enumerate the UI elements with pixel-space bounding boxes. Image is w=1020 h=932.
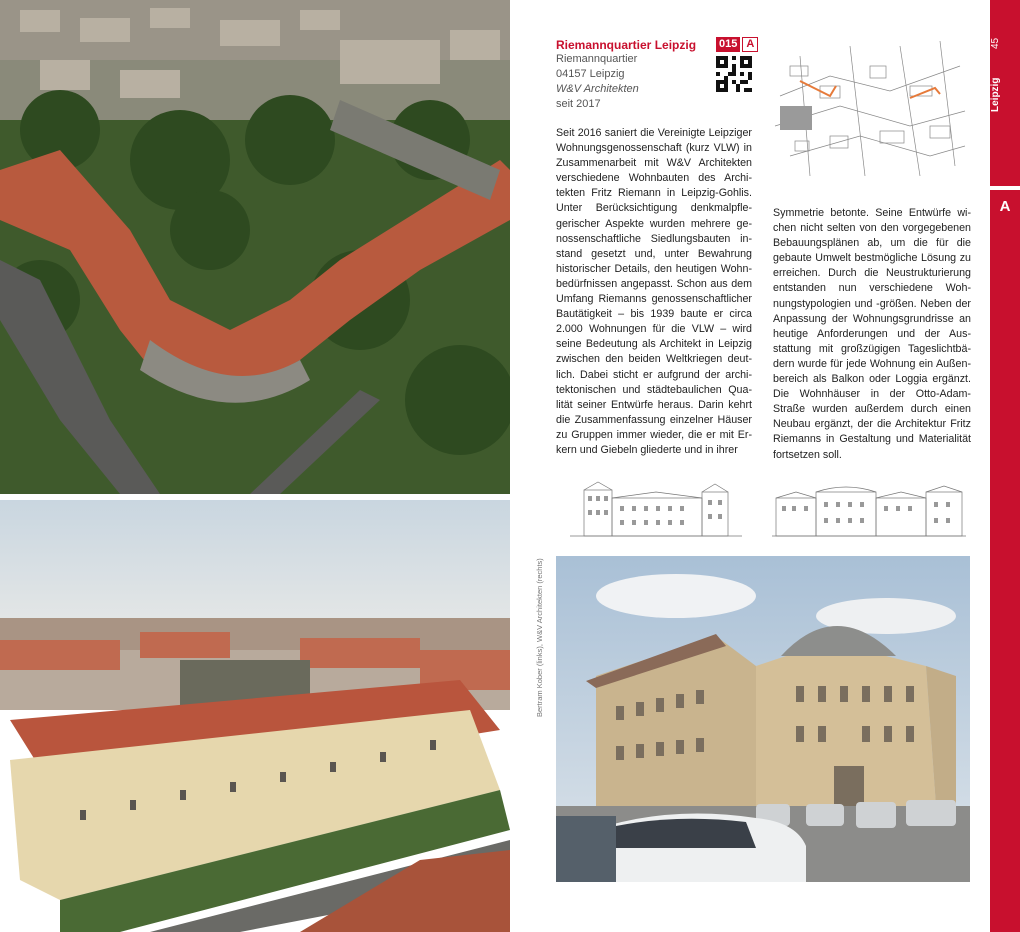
meta-architect: W&V Architekten (556, 83, 639, 95)
page-number: 45 (990, 37, 1001, 49)
meta-project-name: Riemannquartier (556, 53, 638, 65)
entry-category-letter: A (742, 37, 758, 52)
sidebar-section-letter[interactable]: A (999, 198, 1011, 215)
sidebar-city-label: Leipzig (990, 77, 1001, 113)
photo-credit: Bertram Kober (links), W&V Architekten (rechts) (535, 558, 544, 717)
building-photo (556, 556, 970, 882)
entry-code (716, 37, 758, 52)
meta-address: 04157 Leipzig (556, 68, 625, 80)
elevation-drawing-left (570, 480, 742, 540)
entry-number: 015 (716, 37, 740, 52)
sidebar-band (990, 0, 1020, 932)
aerial-photo-bottom (0, 500, 510, 932)
site-plan-drawing (770, 36, 970, 184)
entry-title: Riemannquartier Leipzig (556, 38, 697, 52)
sidebar-divider (990, 186, 1020, 190)
meta-year: seit 2017 (556, 98, 601, 110)
body-text-column-2: Symmetrie betonte. Seine Entwürfe wichen nicht selten von den vorgegebenen Bebauungsplänen ab, um die für die gebaute Umwelt bestmögliche Lösung zu erreichen. Durch die Neustrukturierung entstanden nun verschiedene Wohnungstypologien und -größen. Neben der Anpassung der Wohnungsgrundrisse an heutige Anforderungen und der Ausstattung mit großzügigen Tageslichtbädern wurde für jede Wohnung ein Außenbereich als Balkon oder Loggia ergänzt. Die Wohnhäuser in der Otto-Adam-Straße wurden außerdem durch einen Neubau ergänzt, der die Architektur Fritz Riemanns in Gestaltung und Materialität fortsetzen soll. (773, 207, 971, 461)
elevation-drawing-right (772, 484, 966, 540)
aerial-photo-top (0, 0, 510, 494)
body-text-column-1: Seit 2016 saniert die Vereinigte Leipziger Wohnungsgenossenschaft (kurz VLW) in Zusammenarbeit mit W&V Architekten verschiedene Wohnbauten des Architekten Fritz Riemann in Leipzig-Gohlis. Unter Berücksichtigung denkmalpflegerischer Aspekte wurden mehrere genossenschaftliche Siedlungsbauten instand gesetzt und, unter Bewahrung historischer Details, den heutigen Wohnbedürfnissen angepasst. Schon aus dem Umfang Riemanns genossenschaftlicher Bautätigkeit – bis 1939 baute er circa 2.000 Wohnungen für die VLW – wird seine Bedeutung als Architekt in Leipzig zwischen den beiden Weltkriegen deutlich. Dabei sticht er aufgrund der architektonischen und städtebaulichen Qualität seiner Entwürfe heraus. Darin kehrt die Zusammenfassung einzelner Häuser zu Gruppen immer wieder, die er mit Erkern und Giebeln gliederte und in ihrer (556, 127, 752, 456)
qr-code-icon[interactable] (716, 56, 752, 92)
